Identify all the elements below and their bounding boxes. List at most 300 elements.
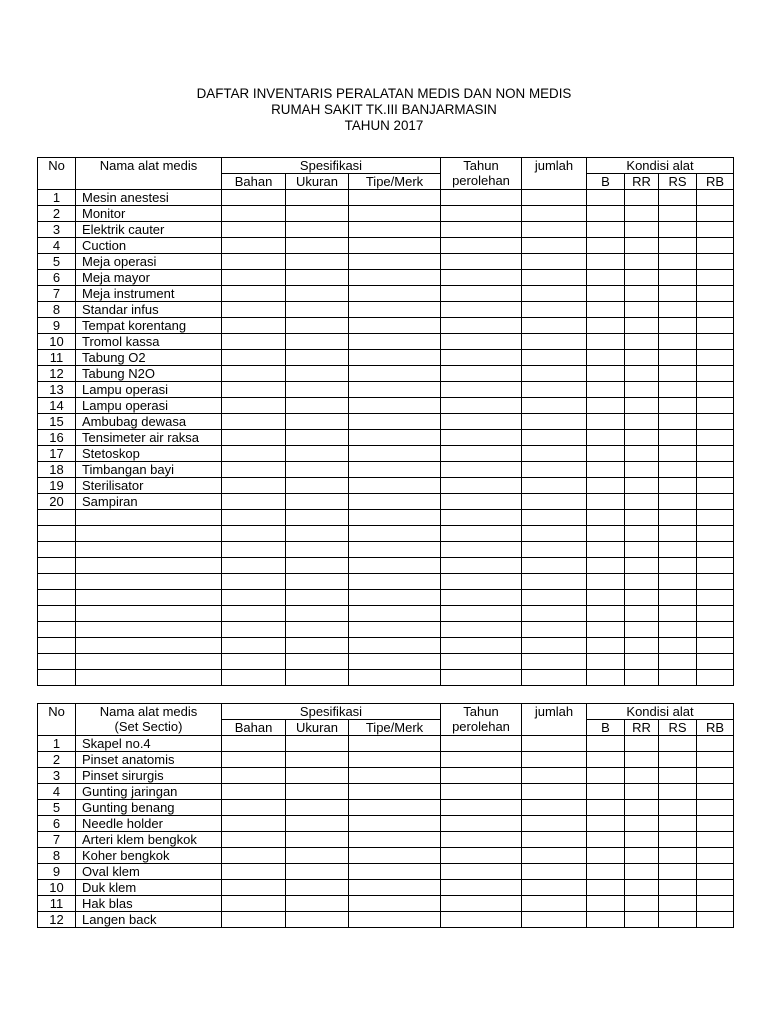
tipe-merk-cell	[349, 206, 441, 222]
header-tahun-label: Tahun	[463, 158, 499, 173]
bahan-cell	[222, 864, 286, 880]
header-name	[76, 704, 222, 736]
jumlah-cell	[522, 414, 587, 430]
table-row	[38, 318, 734, 334]
bahan-cell	[222, 430, 286, 446]
bahan-cell	[222, 446, 286, 462]
ukuran-cell	[286, 366, 349, 382]
kondisi-rs-cell	[659, 768, 697, 784]
row-no-cell: 12	[38, 366, 76, 382]
kondisi-rr-cell	[625, 430, 659, 446]
kondisi-rr-cell	[625, 222, 659, 238]
tahun-perolehan-cell	[441, 768, 522, 784]
header-kondisi: Kondisi alat	[587, 158, 734, 174]
row-no-cell: 11	[38, 350, 76, 366]
kondisi-rs-cell	[659, 302, 697, 318]
row-no-cell: 2	[38, 206, 76, 222]
kondisi-rb-cell	[697, 896, 734, 912]
jumlah-cell	[522, 752, 587, 768]
ukuran-cell	[286, 880, 349, 896]
jumlah-cell	[522, 350, 587, 366]
bahan-cell	[222, 880, 286, 896]
ukuran-cell	[286, 318, 349, 334]
jumlah-cell	[522, 558, 587, 574]
row-no-cell: 12	[38, 912, 76, 928]
tipe-merk-cell	[349, 848, 441, 864]
tahun-perolehan-cell	[441, 848, 522, 864]
tahun-perolehan-cell	[441, 558, 522, 574]
kondisi-rb-cell	[697, 254, 734, 270]
tahun-perolehan-cell	[441, 638, 522, 654]
kondisi-b-cell	[587, 494, 625, 510]
jumlah-cell	[522, 238, 587, 254]
ukuran-cell	[286, 446, 349, 462]
bahan-cell	[222, 558, 286, 574]
header-kondisi-b: B	[587, 174, 625, 190]
row-no-cell: 19	[38, 478, 76, 494]
ukuran-cell	[286, 542, 349, 558]
tipe-merk-cell	[349, 222, 441, 238]
bahan-cell	[222, 542, 286, 558]
kondisi-rr-cell	[625, 206, 659, 222]
row-no-cell	[38, 542, 76, 558]
row-no-cell: 15	[38, 414, 76, 430]
kondisi-rb-cell	[697, 736, 734, 752]
bahan-cell	[222, 478, 286, 494]
kondisi-b-cell	[587, 206, 625, 222]
kondisi-rb-cell	[697, 606, 734, 622]
ukuran-cell	[286, 302, 349, 318]
row-name-cell: Skapel no.4	[76, 736, 222, 752]
kondisi-b-cell	[587, 638, 625, 654]
kondisi-b-cell	[587, 430, 625, 446]
table-row	[38, 254, 734, 270]
table-row	[38, 896, 734, 912]
row-name-cell	[76, 542, 222, 558]
tahun-perolehan-cell	[441, 832, 522, 848]
inventory-table-set-sectio	[37, 703, 734, 928]
kondisi-b-cell	[587, 190, 625, 206]
row-no-cell: 9	[38, 864, 76, 880]
bahan-cell	[222, 784, 286, 800]
kondisi-rr-cell	[625, 864, 659, 880]
bahan-cell	[222, 206, 286, 222]
tahun-perolehan-cell	[441, 334, 522, 350]
tipe-merk-cell	[349, 880, 441, 896]
kondisi-rr-cell	[625, 382, 659, 398]
tipe-merk-cell	[349, 800, 441, 816]
tahun-perolehan-cell	[441, 606, 522, 622]
jumlah-cell	[522, 800, 587, 816]
row-name-cell: Pinset anatomis	[76, 752, 222, 768]
bahan-cell	[222, 800, 286, 816]
header-kondisi-rs: RS	[659, 720, 697, 736]
header-kondisi-rs: RS	[659, 174, 697, 190]
jumlah-cell	[522, 912, 587, 928]
tipe-merk-cell	[349, 190, 441, 206]
tipe-merk-cell	[349, 542, 441, 558]
jumlah-cell	[522, 542, 587, 558]
kondisi-rr-cell	[625, 800, 659, 816]
jumlah-cell	[522, 318, 587, 334]
kondisi-b-cell	[587, 414, 625, 430]
kondisi-rr-cell	[625, 286, 659, 302]
kondisi-rb-cell	[697, 382, 734, 398]
row-no-cell: 5	[38, 800, 76, 816]
ukuran-cell	[286, 768, 349, 784]
kondisi-rb-cell	[697, 510, 734, 526]
kondisi-rs-cell	[659, 542, 697, 558]
kondisi-b-cell	[587, 848, 625, 864]
ukuran-cell	[286, 430, 349, 446]
row-no-cell: 7	[38, 832, 76, 848]
kondisi-rb-cell	[697, 462, 734, 478]
bahan-cell	[222, 494, 286, 510]
header-kondisi-rb: RB	[697, 174, 734, 190]
tahun-perolehan-cell	[441, 590, 522, 606]
tipe-merk-cell	[349, 414, 441, 430]
bahan-cell	[222, 606, 286, 622]
kondisi-b-cell	[587, 832, 625, 848]
bahan-cell	[222, 752, 286, 768]
bahan-cell	[222, 670, 286, 686]
kondisi-rr-cell	[625, 334, 659, 350]
tahun-perolehan-cell	[441, 622, 522, 638]
bahan-cell	[222, 832, 286, 848]
row-no-cell: 11	[38, 896, 76, 912]
row-name-cell	[76, 526, 222, 542]
kondisi-b-cell	[587, 382, 625, 398]
kondisi-rs-cell	[659, 238, 697, 254]
jumlah-cell	[522, 286, 587, 302]
kondisi-b-cell	[587, 896, 625, 912]
kondisi-b-cell	[587, 254, 625, 270]
tipe-merk-cell	[349, 318, 441, 334]
table-row	[38, 864, 734, 880]
header-tipe-merk: Tipe/Merk	[349, 174, 441, 190]
kondisi-rs-cell	[659, 670, 697, 686]
row-no-cell: 4	[38, 784, 76, 800]
kondisi-b-cell	[587, 366, 625, 382]
jumlah-cell	[522, 654, 587, 670]
kondisi-rb-cell	[697, 638, 734, 654]
header-jumlah: jumlah	[522, 158, 587, 190]
table-row	[38, 414, 734, 430]
header-row-top	[38, 158, 734, 174]
tahun-perolehan-cell	[441, 912, 522, 928]
ukuran-cell	[286, 238, 349, 254]
kondisi-rs-cell	[659, 880, 697, 896]
row-name-cell: Meja operasi	[76, 254, 222, 270]
row-no-cell	[38, 638, 76, 654]
kondisi-b-cell	[587, 784, 625, 800]
kondisi-rb-cell	[697, 912, 734, 928]
tipe-merk-cell	[349, 430, 441, 446]
table-row	[38, 832, 734, 848]
header-spesifikasi: Spesifikasi	[222, 158, 441, 174]
header-row-top	[38, 704, 734, 720]
tahun-perolehan-cell	[441, 752, 522, 768]
kondisi-rr-cell	[625, 736, 659, 752]
kondisi-rs-cell	[659, 526, 697, 542]
tahun-perolehan-cell	[441, 654, 522, 670]
kondisi-rs-cell	[659, 606, 697, 622]
row-name-cell: Needle holder	[76, 816, 222, 832]
ukuran-cell	[286, 398, 349, 414]
tahun-perolehan-cell	[441, 382, 522, 398]
inventory-table-general	[37, 157, 734, 686]
row-no-cell	[38, 606, 76, 622]
row-name-cell: Sampiran	[76, 494, 222, 510]
header-tahun	[441, 704, 522, 736]
tahun-perolehan-cell	[441, 510, 522, 526]
tahun-perolehan-cell	[441, 302, 522, 318]
jumlah-cell	[522, 494, 587, 510]
kondisi-rr-cell	[625, 526, 659, 542]
row-no-cell	[38, 510, 76, 526]
kondisi-rs-cell	[659, 350, 697, 366]
tipe-merk-cell	[349, 832, 441, 848]
header-ukuran: Ukuran	[286, 720, 349, 736]
table-row	[38, 784, 734, 800]
bahan-cell	[222, 896, 286, 912]
ukuran-cell	[286, 800, 349, 816]
tipe-merk-cell	[349, 350, 441, 366]
kondisi-rs-cell	[659, 896, 697, 912]
tipe-merk-cell	[349, 622, 441, 638]
jumlah-cell	[522, 398, 587, 414]
kondisi-b-cell	[587, 462, 625, 478]
kondisi-b-cell	[587, 590, 625, 606]
kondisi-rs-cell	[659, 638, 697, 654]
kondisi-rs-cell	[659, 590, 697, 606]
row-name-cell	[76, 590, 222, 606]
table-row	[38, 880, 734, 896]
kondisi-rb-cell	[697, 430, 734, 446]
kondisi-rs-cell	[659, 206, 697, 222]
jumlah-cell	[522, 462, 587, 478]
tahun-perolehan-cell	[441, 478, 522, 494]
kondisi-rs-cell	[659, 864, 697, 880]
kondisi-b-cell	[587, 736, 625, 752]
bahan-cell	[222, 848, 286, 864]
tahun-perolehan-cell	[441, 414, 522, 430]
table-row	[38, 752, 734, 768]
row-name-cell: Oval klem	[76, 864, 222, 880]
row-name-cell: Langen back	[76, 912, 222, 928]
row-no-cell: 1	[38, 190, 76, 206]
kondisi-rs-cell	[659, 912, 697, 928]
kondisi-rb-cell	[697, 670, 734, 686]
tipe-merk-cell	[349, 670, 441, 686]
kondisi-rb-cell	[697, 286, 734, 302]
tipe-merk-cell	[349, 302, 441, 318]
tahun-perolehan-cell	[441, 670, 522, 686]
kondisi-rs-cell	[659, 558, 697, 574]
table-row	[38, 816, 734, 832]
bahan-cell	[222, 222, 286, 238]
tipe-merk-cell	[349, 238, 441, 254]
kondisi-rb-cell	[697, 446, 734, 462]
jumlah-cell	[522, 606, 587, 622]
row-name-cell	[76, 622, 222, 638]
ukuran-cell	[286, 270, 349, 286]
kondisi-b-cell	[587, 318, 625, 334]
row-no-cell: 3	[38, 768, 76, 784]
table-row	[38, 768, 734, 784]
ukuran-cell	[286, 784, 349, 800]
bahan-cell	[222, 254, 286, 270]
kondisi-rr-cell	[625, 414, 659, 430]
kondisi-rb-cell	[697, 768, 734, 784]
tahun-perolehan-cell	[441, 816, 522, 832]
kondisi-rr-cell	[625, 190, 659, 206]
tipe-merk-cell	[349, 606, 441, 622]
row-no-cell: 13	[38, 382, 76, 398]
kondisi-rs-cell	[659, 270, 697, 286]
kondisi-rb-cell	[697, 206, 734, 222]
kondisi-rb-cell	[697, 654, 734, 670]
kondisi-rs-cell	[659, 446, 697, 462]
kondisi-rb-cell	[697, 414, 734, 430]
title-line-2: RUMAH SAKIT TK.III BANJARMASIN	[271, 102, 497, 117]
kondisi-rr-cell	[625, 446, 659, 462]
tahun-perolehan-cell	[441, 350, 522, 366]
ukuran-cell	[286, 414, 349, 430]
kondisi-rs-cell	[659, 752, 697, 768]
kondisi-rb-cell	[697, 318, 734, 334]
bahan-cell	[222, 190, 286, 206]
row-no-cell: 1	[38, 736, 76, 752]
table-row	[38, 622, 734, 638]
jumlah-cell	[522, 574, 587, 590]
header-kondisi-rb: RB	[697, 720, 734, 736]
tipe-merk-cell	[349, 574, 441, 590]
tahun-perolehan-cell	[441, 430, 522, 446]
row-name-cell: Stetoskop	[76, 446, 222, 462]
ukuran-cell	[286, 206, 349, 222]
tahun-perolehan-cell	[441, 254, 522, 270]
kondisi-rb-cell	[697, 398, 734, 414]
table-row	[38, 912, 734, 928]
kondisi-b-cell	[587, 622, 625, 638]
header-perolehan-label: perolehan	[452, 173, 510, 188]
jumlah-cell	[522, 848, 587, 864]
row-name-cell: Tabung O2	[76, 350, 222, 366]
tahun-perolehan-cell	[441, 238, 522, 254]
header-name	[76, 158, 222, 190]
jumlah-cell	[522, 430, 587, 446]
row-name-cell	[76, 510, 222, 526]
ukuran-cell	[286, 334, 349, 350]
tahun-perolehan-cell	[441, 736, 522, 752]
kondisi-b-cell	[587, 510, 625, 526]
jumlah-cell	[522, 864, 587, 880]
header-kondisi-b: B	[587, 720, 625, 736]
ukuran-cell	[286, 816, 349, 832]
ukuran-cell	[286, 622, 349, 638]
tipe-merk-cell	[349, 654, 441, 670]
ukuran-cell	[286, 670, 349, 686]
kondisi-rb-cell	[697, 190, 734, 206]
kondisi-rr-cell	[625, 366, 659, 382]
bahan-cell	[222, 350, 286, 366]
kondisi-b-cell	[587, 478, 625, 494]
kondisi-rb-cell	[697, 542, 734, 558]
jumlah-cell	[522, 670, 587, 686]
header-spesifikasi: Spesifikasi	[222, 704, 441, 720]
kondisi-rb-cell	[697, 800, 734, 816]
tipe-merk-cell	[349, 558, 441, 574]
bahan-cell	[222, 768, 286, 784]
tahun-perolehan-cell	[441, 366, 522, 382]
tahun-perolehan-cell	[441, 462, 522, 478]
kondisi-rr-cell	[625, 398, 659, 414]
bahan-cell	[222, 912, 286, 928]
tipe-merk-cell	[349, 446, 441, 462]
kondisi-rb-cell	[697, 622, 734, 638]
table-row	[38, 590, 734, 606]
table-body	[38, 736, 734, 928]
kondisi-rb-cell	[697, 816, 734, 832]
kondisi-rr-cell	[625, 752, 659, 768]
tahun-perolehan-cell	[441, 784, 522, 800]
row-name-cell: Duk klem	[76, 880, 222, 896]
row-no-cell	[38, 574, 76, 590]
kondisi-rb-cell	[697, 864, 734, 880]
bahan-cell	[222, 302, 286, 318]
tipe-merk-cell	[349, 462, 441, 478]
kondisi-rb-cell	[697, 526, 734, 542]
kondisi-rb-cell	[697, 574, 734, 590]
kondisi-b-cell	[587, 558, 625, 574]
header-kondisi: Kondisi alat	[587, 704, 734, 720]
row-no-cell: 6	[38, 816, 76, 832]
row-name-cell: Tempat korentang	[76, 318, 222, 334]
kondisi-rs-cell	[659, 784, 697, 800]
table-row	[38, 848, 734, 864]
header-jumlah: jumlah	[522, 704, 587, 736]
row-name-cell: Gunting benang	[76, 800, 222, 816]
kondisi-b-cell	[587, 880, 625, 896]
kondisi-rr-cell	[625, 654, 659, 670]
ukuran-cell	[286, 574, 349, 590]
tipe-merk-cell	[349, 736, 441, 752]
ukuran-cell	[286, 254, 349, 270]
header-name-sub: (Set Sectio)	[114, 719, 183, 734]
table-row	[38, 574, 734, 590]
header-kondisi-rr: RR	[625, 174, 659, 190]
table-row	[38, 398, 734, 414]
kondisi-rr-cell	[625, 542, 659, 558]
row-name-cell	[76, 670, 222, 686]
tipe-merk-cell	[349, 494, 441, 510]
header-bahan: Bahan	[222, 174, 286, 190]
bahan-cell	[222, 286, 286, 302]
row-no-cell	[38, 526, 76, 542]
tahun-perolehan-cell	[441, 896, 522, 912]
table-row	[38, 736, 734, 752]
kondisi-rr-cell	[625, 318, 659, 334]
jumlah-cell	[522, 896, 587, 912]
tipe-merk-cell	[349, 896, 441, 912]
kondisi-b-cell	[587, 286, 625, 302]
kondisi-b-cell	[587, 446, 625, 462]
ukuran-cell	[286, 896, 349, 912]
jumlah-cell	[522, 590, 587, 606]
ukuran-cell	[286, 350, 349, 366]
table-row	[38, 670, 734, 686]
